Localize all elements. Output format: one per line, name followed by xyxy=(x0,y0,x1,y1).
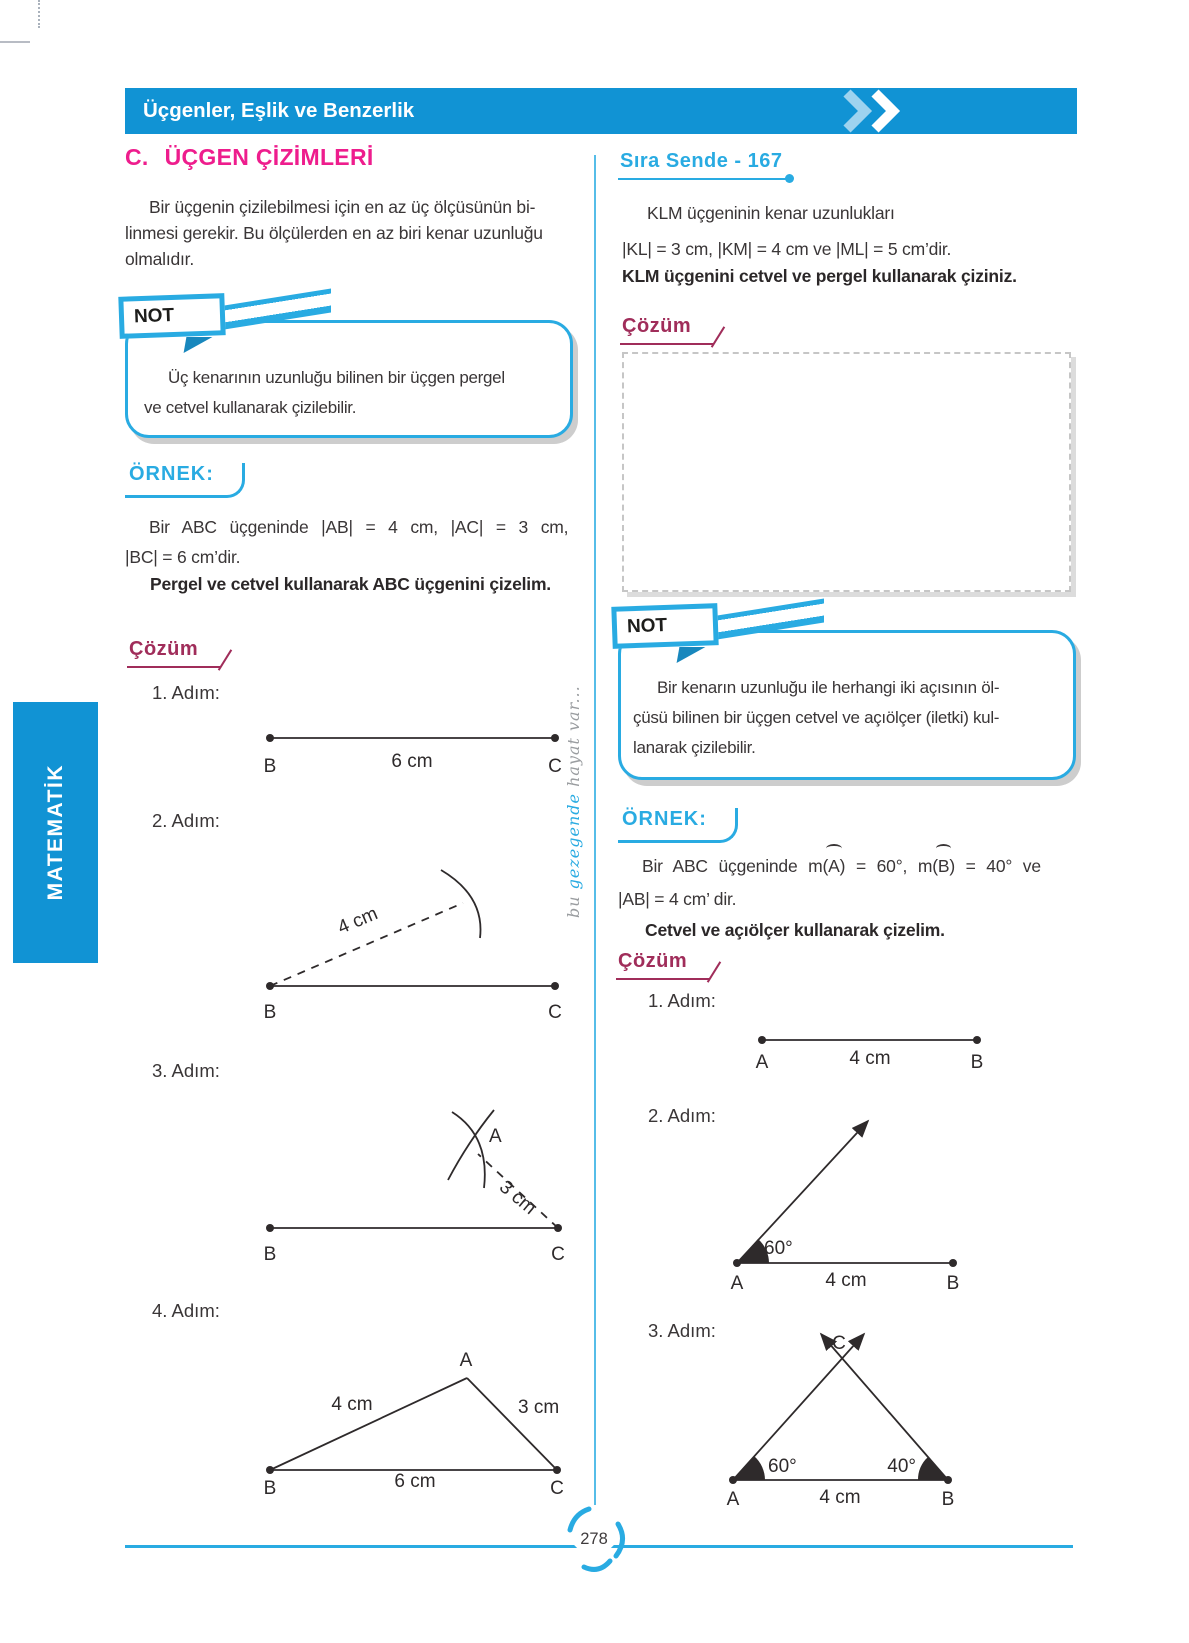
crop-mark-horizontal xyxy=(0,41,30,43)
not-label: NOT xyxy=(611,603,718,649)
point-label: A xyxy=(726,1489,740,1510)
length-label: 4 cm xyxy=(825,1270,867,1291)
point-label: B xyxy=(970,1052,984,1073)
answer-box xyxy=(622,352,1071,592)
diagram-stepR1-segment xyxy=(745,1015,1005,1075)
chapter-header-bar xyxy=(125,88,1077,134)
example-task: Cetvel ve açıölçer kullanarak çizelim. xyxy=(645,920,945,940)
point-label: C xyxy=(548,1002,562,1023)
text-line: Bir ABC üçgeninde |AB| = 4 cm, |AC| = 3 cm, xyxy=(149,517,569,537)
length-label: 6 cm xyxy=(391,751,433,772)
problem-line: |KL| = 3 cm, |KM| = 4 cm ve |ML| = 5 cm’dir. xyxy=(622,239,952,259)
step-label: 1. Adım: xyxy=(648,990,716,1011)
watermark-text: bu gezegende hayat var... xyxy=(564,685,583,918)
text-line: olmalıdır. xyxy=(125,249,194,269)
length-label: 4 cm xyxy=(819,1487,861,1508)
diagram-step1-segment xyxy=(252,716,582,780)
ornek-label: ÖRNEK: xyxy=(125,463,245,495)
page-number: 278 xyxy=(580,1530,608,1548)
sira-sende-underline xyxy=(618,178,790,180)
chevron-right-icon xyxy=(837,88,947,134)
point-label: A xyxy=(459,1350,473,1371)
example-task: Pergel ve cetvel kullanarak ABC üçgenini çizelim. xyxy=(150,574,551,594)
note-text-line: Bir kenarın uzunluğu ile herhangi iki açısının öl- xyxy=(657,678,1000,697)
note-text-line: ve cetvel kullanarak çizilebilir. xyxy=(144,398,357,417)
point-label: A xyxy=(755,1052,769,1073)
not-ribbon xyxy=(119,295,359,361)
step-label: 2. Adım: xyxy=(648,1105,716,1126)
section-title: ÜÇGEN ÇİZİMLERİ xyxy=(164,144,374,170)
column-divider xyxy=(594,155,596,1505)
step-label: 3. Adım: xyxy=(152,1060,220,1081)
angle-label: 40° xyxy=(887,1456,916,1477)
angle-hat-letter: A xyxy=(828,850,839,883)
ornek-label: ÖRNEK: xyxy=(618,808,738,840)
step-label: 2. Adım: xyxy=(152,810,220,831)
text-line: Bir üçgenin çizilebilmesi için en az üç ölçüsünün bi- xyxy=(149,197,536,217)
note-text-line: çüsü bilinen bir üçgen cetvel ve açıölçer (iletki) kul- xyxy=(633,708,1000,727)
note-text-line: Üç kenarının uzunluğu bilinen bir üçgen pergel xyxy=(168,368,505,387)
ribbon-fold xyxy=(677,647,706,663)
point-label: A xyxy=(730,1273,744,1294)
text-line: linmesi gerekir. Bu ölçülerden en az biri kenar uzunluğu xyxy=(125,223,543,243)
example-paragraph xyxy=(618,850,1076,916)
diagram-step3-crossing-arcs xyxy=(252,1040,582,1265)
point-label: C xyxy=(550,1478,564,1499)
diagram-stepR3-triangle xyxy=(688,1302,1008,1512)
crop-mark-vertical xyxy=(38,0,42,28)
not-label: NOT xyxy=(118,293,225,339)
cozum-label: Çözüm xyxy=(620,315,713,345)
step-label: 4. Adım: xyxy=(152,1300,220,1321)
sira-sende-heading: Sıra Sende - 167 xyxy=(620,150,783,173)
section-letter: C. xyxy=(125,144,149,170)
diagram-step4-triangle xyxy=(252,1350,582,1500)
problem-line: KLM üçgeninin kenar uzunlukları xyxy=(647,203,895,223)
text-line: |BC| = 6 cm’dir. xyxy=(125,547,241,567)
example-paragraph xyxy=(125,512,575,572)
point-label: B xyxy=(941,1489,955,1510)
step-label: 1. Adım: xyxy=(152,682,220,703)
point-label: A xyxy=(489,1126,502,1147)
length-label: 4 cm xyxy=(331,1394,373,1415)
point-label: B xyxy=(263,1002,277,1023)
problem-task: KLM üçgenini cetvel ve pergel kullanarak çiziniz. xyxy=(622,266,1017,286)
sidebar-subject-label: MATEMATİK xyxy=(43,764,67,901)
cozum-label: Çözüm xyxy=(127,638,220,668)
point-label: C xyxy=(551,1244,565,1265)
page-number-badge xyxy=(558,1502,630,1574)
point-label: B xyxy=(946,1273,960,1294)
length-label: 3 cm xyxy=(518,1397,560,1418)
diagram-stepR2-angle xyxy=(702,1093,1002,1298)
angle-hat-letter: B xyxy=(938,850,949,883)
point-label: C xyxy=(832,1333,846,1354)
length-label: 4 cm xyxy=(849,1048,891,1069)
point-label: C xyxy=(548,756,562,777)
length-label: 3 cm xyxy=(495,1176,541,1220)
diagram-step2-arc xyxy=(252,800,582,1025)
angle-label: 60° xyxy=(768,1456,797,1477)
length-label: 6 cm xyxy=(394,1471,436,1492)
note-box xyxy=(125,304,573,438)
cozum-label: Çözüm xyxy=(616,950,709,980)
note-box xyxy=(618,614,1076,780)
point-label: B xyxy=(263,1478,277,1499)
section-heading xyxy=(125,144,374,171)
chapter-title: Üçgenler, Eşlik ve Benzerlik xyxy=(143,99,415,122)
sidebar-subject-tab xyxy=(13,702,98,963)
note-text-line: lanarak çizilebilir. xyxy=(633,738,756,757)
step-label: 3. Adım: xyxy=(648,1320,716,1341)
ribbon-fold xyxy=(184,337,213,353)
text-line: Bir ABC üçgeninde m(A) = 60°, m(B) = 40° ve xyxy=(618,850,1076,883)
point-label: B xyxy=(263,1244,277,1265)
not-ribbon xyxy=(612,605,852,671)
angle-label: 60° xyxy=(764,1238,793,1259)
point-label: B xyxy=(263,756,277,777)
text-line: |AB| = 4 cm’ dir. xyxy=(618,889,737,909)
length-label: 4 cm xyxy=(334,903,381,939)
intro-paragraph xyxy=(125,194,577,272)
